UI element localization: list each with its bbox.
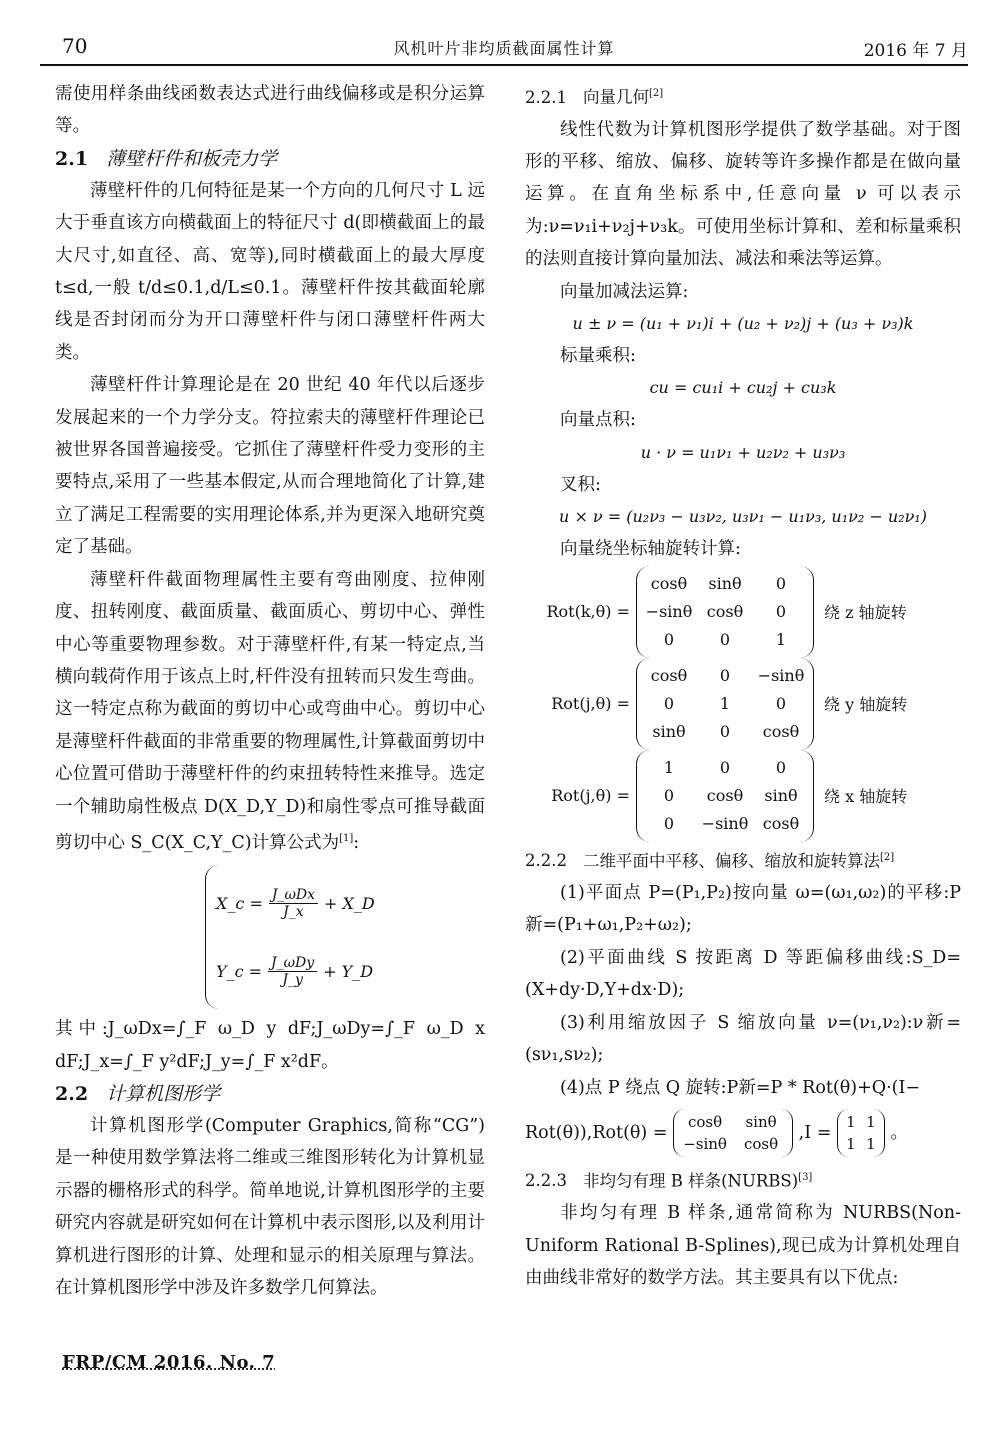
matrix-cell: −sinθ [683, 1135, 727, 1154]
para-text: 薄壁杆件截面物理属性主要有弯曲刚度、拉伸刚度、扭转刚度、截面质量、截面质心、剪切中心、弹性中心等重要物理参数。对于薄壁杆件,有某一特定点,当横向载荷作用于该点上时,杆件没有扭转而只发生弯曲。这一特定点称为截面的剪切中心或弯曲中心。剪切中心是薄壁杆件截面的非常重要的物理属性,计算截面剪切中心位置可借助于薄壁杆件的约束扭转特性来推导。选定一个辅助扇性极点 D(X_D,Y_D)和扇性零点可推导截面剪切中心 S_C(X_C,Y_C)计算公式为 [55, 569, 485, 853]
equation-scalar: cu = cu₁i + cu₂j + cu₃k [649, 378, 837, 398]
text-fragment: 。 [890, 1122, 909, 1143]
item-3: (3)利用缩放因子 S 缩放向量 ν=(ν₁,ν₂):ν新=(sν₁,sν₂); [525, 1012, 961, 1066]
equation-xc [216, 869, 396, 937]
matrix-label: Rot(j,θ) = [551, 786, 630, 806]
matrix-cell: cosθ [762, 721, 800, 741]
matrix-label: Rot(j,θ) = [551, 694, 630, 714]
matrix-cell: 0 [775, 693, 787, 713]
citation: [2] [648, 88, 664, 99]
matrix-cell: 0 [719, 665, 731, 685]
label-vector-add: 向量加减法运算: [560, 281, 689, 302]
label-scalar: 标量乘积: [560, 345, 636, 366]
right-column [525, 78, 961, 1295]
eq-lhs: X_c = [216, 893, 263, 913]
matrix-cell: 0 [775, 757, 787, 777]
numerator: J_ωDx [269, 887, 318, 904]
citation: [2] [879, 851, 895, 863]
matrix-cell: 0 [663, 785, 675, 805]
section-2-2-3-heading [525, 1162, 961, 1198]
matrix-cell: −sinθ [645, 601, 693, 621]
equation-dot: u · ν = u₁ν₁ + u₂ν₂ + u₃ν₃ [640, 442, 846, 462]
header-rule [40, 64, 968, 66]
label-dot: 向量点积: [560, 410, 636, 431]
matrix-cell: 1 [866, 1113, 876, 1132]
section-title: 薄壁杆件和板壳力学 [106, 147, 278, 170]
matrix-cell: cosθ [743, 1135, 779, 1154]
rotation-y-matrix [636, 658, 814, 750]
matrix-cell: 0 [663, 629, 675, 649]
matrix-cell: cosθ [650, 573, 688, 593]
rotation-y [525, 658, 961, 750]
matrix-cell: 1 [846, 1135, 856, 1154]
text-fragment: ,I = [798, 1122, 832, 1143]
equation-yc [216, 937, 396, 1005]
issue-date: 2016 年 7 月 [863, 41, 968, 61]
matrix-cell: −sinθ [701, 813, 749, 833]
matrix-cell: 0 [719, 721, 731, 741]
item-4: (4)点 P 绕点 Q 旋转:P新=P * Rot(θ)+Q·(I− [560, 1077, 921, 1098]
left-para-5: 计算机图形学(Computer Graphics,简称“CG”)是一种使用数学算法将二维或三维图形转化为计算机显示器的栅格形式的科学。简单地说,计算机图形学的主要研究内容就是研究如何在计算机中表示图形,以及利用计算机进行图形的计算、处理和显示的相关原理与算法。在计算机图形学中涉及许多数学几何算法。 [55, 1115, 485, 1299]
section-title: 二维平面中平移、偏移、缩放和旋转算法 [582, 851, 880, 871]
page-number: 70 [62, 34, 88, 58]
matrix-cell: 0 [663, 693, 675, 713]
matrix-cell: 0 [775, 601, 787, 621]
shear-center-equations [205, 865, 396, 1009]
matrix-label: Rot(k,θ) = [546, 602, 630, 622]
left-column [55, 78, 485, 1304]
section-title: 计算机图形学 [106, 1082, 221, 1105]
matrix-cell: sinθ [764, 785, 798, 805]
matrix-cell: −sinθ [757, 665, 805, 685]
matrix-cell: cosθ [762, 813, 800, 833]
matrix-cell: sinθ [708, 573, 742, 593]
matrix-cell: 0 [775, 573, 787, 593]
matrix-cell: cosθ [687, 1113, 723, 1132]
section-number: 2.2.1 [525, 87, 567, 107]
equation-cross: u × ν = (u₂ν₃ − u₃ν₂, u₃ν₁ − u₁ν₃, u₁ν₂ − u₂ν₁) [559, 507, 927, 527]
footer-text: FRP/CM 2016. No. 7 [62, 1352, 276, 1373]
matrix-cell: sinθ [745, 1113, 777, 1132]
rotation-2d-matrix [673, 1109, 793, 1157]
numerator: J_ωDy [268, 955, 317, 972]
label-cross: 叉积: [560, 474, 601, 495]
section-number: 2.2.3 [525, 1171, 567, 1191]
left-para-0: 需使用样条曲线函数表达式进行曲线偏移或是积分运算等。 [55, 84, 485, 137]
matrix-cell: cosθ [650, 665, 688, 685]
left-para-4: 其中:J_ωDx=∫_F ω_D y dF;J_ωDy=∫_F ω_D x dF;J_x=∫_F y²dF;J_y=∫_F x²dF。 [55, 1019, 485, 1072]
section-2-2-1-heading [525, 78, 961, 114]
matrix-cell: 1 [846, 1113, 856, 1132]
matrix-cell: 0 [663, 813, 675, 833]
eq-rhs: + Y_D [323, 961, 374, 981]
citation: [1] [339, 832, 354, 844]
denominator: J_y [282, 971, 303, 988]
section-2-2-2-heading [525, 842, 961, 878]
eq-lhs: Y_c = [216, 961, 263, 981]
item-2: (2)平面曲线 S 按距离 D 等距偏移曲线:S_D=(X+dy·D,Y+dx·D); [525, 947, 961, 1001]
rotation-x-matrix [636, 750, 814, 842]
matrix-cell: cosθ [706, 785, 744, 805]
fraction [269, 887, 318, 920]
matrix-note: 绕 y 轴旋转 [824, 695, 908, 715]
left-para-3 [55, 564, 485, 859]
right-para-2: 非均匀有理 B 样条,通常简称为 NURBS(Non-Uniform Rational B-Splines),现已成为计算机处理自由曲线非常好的数学方法。其主要具有以下优点: [525, 1203, 961, 1289]
rotation-x [525, 750, 961, 842]
rotation-z-matrix [636, 566, 814, 658]
matrix-cell: sinθ [652, 721, 686, 741]
section-number: 2.2.2 [525, 851, 567, 871]
para-end: : [353, 832, 360, 853]
denominator: J_x [283, 903, 304, 920]
matrix-cell: 1 [866, 1135, 876, 1154]
matrix-cell: 0 [719, 629, 731, 649]
section-2-1-heading [55, 143, 485, 175]
section-number: 2.1 [55, 147, 89, 170]
section-title: 向量几何 [582, 87, 649, 107]
page-footer [62, 1352, 275, 1373]
label-rotation: 向量绕坐标轴旋转计算: [560, 539, 741, 560]
section-title: 非均匀有理 B 样条(NURBS) [582, 1171, 799, 1191]
matrix-cell: 1 [719, 693, 731, 713]
eq-rhs: + X_D [324, 893, 375, 913]
matrix-cell: 1 [775, 629, 787, 649]
citation: [3] [798, 1171, 813, 1183]
section-2-2-heading [55, 1078, 485, 1110]
matrix-note: 绕 x 轴旋转 [824, 787, 908, 807]
matrix-cell: 1 [663, 757, 675, 777]
section-number: 2.2 [55, 1082, 89, 1105]
left-para-1: 薄壁杆件的几何特征是某一个方向的几何尺寸 L 远大于垂直该方向横截面上的特征尺寸 d(即横截面上的最大尺寸,如直径、高、宽等),同时横截面上的最大厚度 t≤d,一般 t/d≤0.1,d/L≤0.1。薄壁杆件按其截面轮廓线是否封闭而分为开口薄壁杆件与闭口薄壁杆件两大类。 [55, 180, 485, 363]
matrix-cell: 0 [719, 757, 731, 777]
identity-matrix [837, 1109, 885, 1157]
fraction [268, 955, 317, 988]
rotation-z [525, 566, 961, 658]
item-4-continued [525, 1104, 961, 1162]
running-title: 风机叶片非均质截面属性计算 [393, 39, 615, 58]
right-para-1: 线性代数为计算机图形学提供了数学基础。对于图形的平移、缩放、偏移、旋转等许多操作都是在做向量运算。在直角坐标系中,任意向量 ν 可以表示为:ν=ν₁i+ν₂j+ν₃k。可使用坐标计算和、差和标量乘积的法则直接计算向量加法、减法和乘法等运算。 [525, 119, 961, 270]
matrix-note: 绕 z 轴旋转 [824, 603, 907, 623]
matrix-cell: cosθ [706, 601, 744, 621]
equation-add: u ± ν = (u₁ + ν₁)i + (u₂ + ν₂)j + (u₃ + ν₃)k [572, 313, 914, 333]
text-fragment: Rot(θ)),Rot(θ) = [525, 1122, 668, 1143]
left-para-2: 薄壁杆件计算理论是在 20 世纪 40 年代以后逐步发展起来的一个力学分支。符拉索夫的薄壁杆件理论已被世界各国普遍接受。它抓住了薄壁杆件受力变形的主要特点,采用了一些基本假定,从而合理地简化了计算,建立了满足工程需要的实用理论体系,并为更深入地研究奠定了基础。 [55, 375, 485, 558]
item-1: (1)平面点 P=(P₁,P₂)按向量 ω=(ω₁,ω₂)的平移:P新=(P₁+ω₁,P₂+ω₂); [525, 883, 961, 936]
page-header [40, 32, 968, 64]
